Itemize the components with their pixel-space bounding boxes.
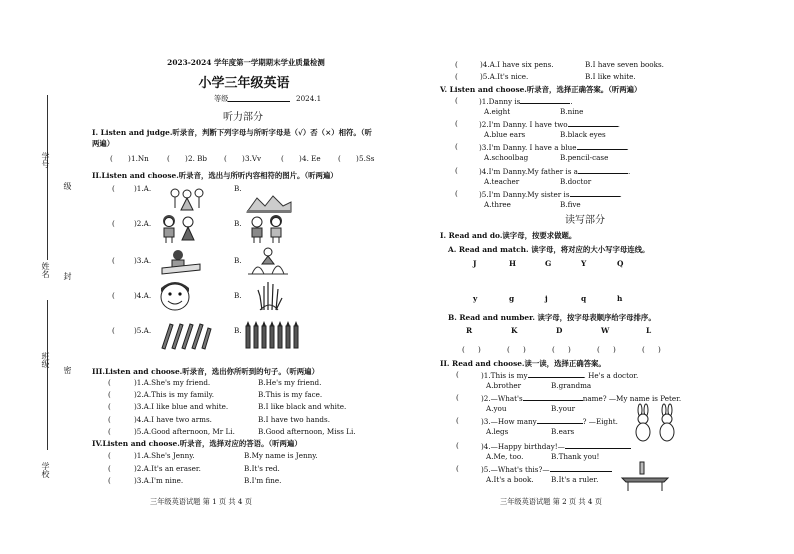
answer-paren-open[interactable]: ( <box>108 378 111 387</box>
answer-paren-open[interactable]: ( <box>456 464 459 473</box>
section5-title: V. Listen and choose.听录音，选择正确答案。（听两遍） <box>440 85 642 94</box>
picture-question-num: )5.A. <box>134 326 152 335</box>
letter-item: 1.Nn <box>131 154 149 163</box>
number-paren-close[interactable]: ) <box>568 345 571 354</box>
picture-1a-family[interactable] <box>167 188 207 212</box>
name-label: 姓名 <box>41 262 50 278</box>
option-a: )1.A.She's my friend. <box>134 378 211 387</box>
reading-question: )1.This is my . He's a doctor. <box>481 371 639 380</box>
answer-paren-open[interactable]: ( <box>108 476 111 485</box>
option-b: B.I like black and white. <box>258 402 347 412</box>
answer-paren-open[interactable]: ( <box>112 291 115 300</box>
answer-paren-open[interactable]: ( <box>110 154 113 163</box>
option-b-label: B. <box>234 256 242 265</box>
answer-paren-open[interactable]: ( <box>108 451 111 460</box>
lowercase-letter[interactable]: g <box>509 294 515 303</box>
picture-rabbits <box>632 406 680 442</box>
number-paren-close[interactable]: ) <box>523 345 526 354</box>
answer-paren-open[interactable]: ( <box>108 426 111 436</box>
reading-section2-title: II. Read and choose.读一读，选择正确答案。 <box>440 359 606 368</box>
listen-question: )1.Danny is . <box>479 97 573 106</box>
answer-blank[interactable] <box>523 393 583 401</box>
lowercase-letter[interactable]: h <box>617 294 623 303</box>
option-b: B.doctor <box>560 176 592 186</box>
option-a: )3.A.I like blue and white. <box>134 402 229 412</box>
number-paren-close[interactable]: ) <box>658 345 661 354</box>
option-a: )4.A.I have six pens. <box>480 60 554 69</box>
answer-blank[interactable] <box>528 370 584 378</box>
listen-question: )2.I'm Danny. I have two . <box>479 120 620 130</box>
answer-paren-open[interactable]: ( <box>456 416 459 425</box>
answer-paren-close[interactable]: ) <box>185 154 188 163</box>
option-b: B.Thank you! <box>551 452 600 461</box>
number-paren-open[interactable]: ( <box>507 345 510 354</box>
listening-part-heading: 听力部分 <box>223 112 263 123</box>
answer-blank[interactable] <box>550 464 612 472</box>
picture-ruler-on-desk <box>620 462 670 492</box>
answer-paren-open[interactable]: ( <box>456 393 459 402</box>
picture-question-num: )2.A. <box>134 219 152 228</box>
reading-section1-title: I. Read and do.读字母，按要求做题。 <box>440 231 577 240</box>
uppercase-letter[interactable]: Y <box>581 259 587 268</box>
answer-paren-open[interactable]: ( <box>112 326 115 335</box>
option-a: A.brother <box>486 381 522 390</box>
answer-blank[interactable] <box>570 189 620 197</box>
listen-question: )4.I'm Danny.My father is a . <box>479 166 631 176</box>
order-letter: L <box>646 326 652 335</box>
answer-paren-open[interactable]: ( <box>455 96 458 105</box>
option-b: B.My name is Jenny. <box>244 451 318 460</box>
reading-part-heading: 读写部分 <box>565 215 605 226</box>
answer-paren-open[interactable]: ( <box>112 256 115 265</box>
answer-paren-close[interactable]: ) <box>356 154 359 163</box>
answer-blank[interactable] <box>578 166 628 174</box>
answer-blank[interactable] <box>520 96 570 104</box>
footer-page2: 三年级英语试题 第 2 页 共 4 页 <box>500 497 602 506</box>
footer-page1: 三年级英语试题 第 1 页 共 4 页 <box>150 497 252 506</box>
option-a: )1.A.She's Jenny. <box>134 451 195 460</box>
answer-paren-open[interactable]: ( <box>455 188 458 198</box>
uppercase-letter[interactable]: H <box>509 259 516 268</box>
order-letter: K <box>511 326 518 335</box>
exam-date: 2024.1 <box>296 94 322 103</box>
picture-3a-child-reading[interactable] <box>160 248 202 276</box>
option-b: B.This is my face. <box>258 390 323 400</box>
answer-blank[interactable] <box>568 119 618 127</box>
option-a: )5.A.Good afternoon, Mr Li. <box>134 426 235 436</box>
answer-paren-open[interactable]: ( <box>455 142 458 152</box>
picture-2a-children[interactable] <box>158 214 200 244</box>
answer-paren-open[interactable]: ( <box>112 184 115 193</box>
option-a: )3.A.I'm nine. <box>134 476 184 485</box>
answer-paren-close[interactable]: ) <box>128 154 131 163</box>
number-paren-open[interactable]: ( <box>642 345 645 354</box>
answer-paren-open[interactable]: ( <box>224 154 227 163</box>
option-a: A.It's a book. <box>486 475 534 484</box>
answer-paren-open[interactable]: ( <box>108 390 111 400</box>
answer-paren-open[interactable]: ( <box>456 370 459 379</box>
letter-item: 3.Vv <box>245 154 262 163</box>
option-a: )2.A.It's an eraser. <box>134 463 201 473</box>
listen-question: )5.I'm Danny.My sister is . <box>479 189 622 199</box>
order-letter: D <box>556 326 563 335</box>
reading-question: )5.—What's this?— <box>481 464 612 474</box>
option-b: B.grandma <box>551 381 592 390</box>
answer-paren-open[interactable]: ( <box>167 154 170 163</box>
lowercase-letter[interactable]: q <box>581 294 587 303</box>
option-a: )2.A.This is my family. <box>134 390 215 400</box>
picture-2b-children[interactable] <box>246 214 288 244</box>
option-b: B.He's my friend. <box>258 378 322 387</box>
lowercase-letter[interactable]: j <box>545 294 548 303</box>
option-b: B.Good afternoon, Miss Li. <box>258 426 356 436</box>
order-letter: R <box>466 326 473 335</box>
option-b: B.It's red. <box>244 463 280 473</box>
option-b-label: B. <box>234 184 242 193</box>
option-b: B.nine <box>560 107 584 116</box>
option-b: B.pencil-case <box>560 153 609 163</box>
answer-blank[interactable] <box>565 441 631 449</box>
option-a: )4.A.I have two arms. <box>134 414 212 424</box>
binding-seal2: 密 <box>63 366 72 374</box>
number-paren-open[interactable]: ( <box>462 345 465 354</box>
picture-5b-pencils[interactable] <box>244 320 302 350</box>
option-a: A.you <box>486 404 507 413</box>
picture-question-num: )4.A. <box>134 291 152 300</box>
grade-label: 等级 <box>214 94 229 103</box>
letter-item: 5.Ss <box>359 154 375 163</box>
section2-title: II.Listen and choose.听录音，选出与所听内容相符的图片。（听两遍） <box>92 171 338 180</box>
uppercase-letter[interactable]: G <box>545 259 552 268</box>
option-b-label: B. <box>234 326 242 335</box>
option-a: )5.A.It's nice. <box>480 72 529 81</box>
reading-question: )2.—What's name? —My name is Peter. <box>481 394 682 403</box>
picture-4a-face[interactable] <box>158 280 192 312</box>
answer-paren-open[interactable]: ( <box>455 60 458 69</box>
option-a: A.teacher <box>484 176 520 186</box>
answer-paren-open[interactable]: ( <box>338 154 341 163</box>
binding-line-bottom <box>47 300 48 450</box>
school-label: 学校 <box>41 462 50 478</box>
option-b: B.black eyes <box>560 130 606 140</box>
picture-5a-crayons[interactable] <box>158 320 212 350</box>
answer-paren-open[interactable]: ( <box>456 441 459 450</box>
option-b: B.I have seven books. <box>585 60 664 69</box>
number-title: B. Read and number. 读字母，按字母表顺序给字母排序。 <box>448 313 656 322</box>
answer-paren-open[interactable]: ( <box>108 402 111 412</box>
option-a: A.three <box>484 199 511 209</box>
number-paren-open[interactable]: ( <box>597 345 600 354</box>
letter-item: 4. Ee <box>302 154 321 163</box>
section1-title: I. Listen and judge.听录音，判断下列字母与所听字母是（√）否（×）相符。（听 <box>92 128 372 137</box>
option-a: A.blue ears <box>484 130 526 140</box>
option-a: A.schoolbag <box>484 153 529 163</box>
picture-1b-mountains[interactable] <box>247 192 291 214</box>
answer-paren-open[interactable]: ( <box>455 72 458 81</box>
option-a: A.legs <box>486 427 509 436</box>
order-letter: W <box>601 326 610 335</box>
section1-title-cont: 两遍） <box>92 139 115 148</box>
number-paren-open[interactable]: ( <box>552 345 555 354</box>
answer-paren-open[interactable]: ( <box>455 165 458 175</box>
listen-question: )3.I'm Danny. I have a blue . <box>479 143 629 153</box>
option-b: B.I'm fine. <box>244 476 282 485</box>
number-paren-close[interactable]: ) <box>478 345 481 354</box>
answer-paren-close[interactable]: ) <box>242 154 245 163</box>
uppercase-letter[interactable]: Q <box>617 259 624 268</box>
uppercase-letter[interactable]: J <box>473 259 477 268</box>
exam-year-title: 2023-2024 学年度第一学期期末学业质量检测 <box>167 58 325 67</box>
option-a: A.Me, too. <box>486 452 524 461</box>
option-a: A.eight <box>484 107 511 116</box>
answer-paren-open[interactable]: ( <box>281 154 284 163</box>
match-title: A. Read and match. 读字母，将对应的大小写字母连线。 <box>448 245 650 254</box>
option-b: B.your <box>551 404 576 413</box>
section4-title: IV.Listen and choose.听录音，选择对应的答语。（听两遍） <box>92 439 302 448</box>
answer-paren-close[interactable]: ) <box>299 154 302 163</box>
answer-blank[interactable] <box>577 142 627 150</box>
answer-paren-open[interactable]: ( <box>455 119 458 129</box>
binding-line-top <box>47 95 48 260</box>
reading-question: )4.—Happy birthday!— <box>481 441 631 451</box>
option-b-label: B. <box>234 291 242 300</box>
picture-4b-hand[interactable] <box>256 280 284 312</box>
binding-char: 级 <box>63 182 72 190</box>
lowercase-letter[interactable]: y <box>473 294 478 303</box>
student-no-label: 学号 <box>41 152 50 168</box>
picture-question-num: )3.A. <box>134 256 152 265</box>
answer-blank[interactable] <box>537 416 583 424</box>
option-b: B.five <box>560 199 581 209</box>
answer-paren-open[interactable]: ( <box>112 219 115 228</box>
class-label: 班级 <box>41 352 50 368</box>
option-b-label: B. <box>234 219 242 228</box>
option-b: B.It's a ruler. <box>551 475 599 484</box>
answer-paren-open[interactable]: ( <box>108 414 111 424</box>
option-b: B.I have two hands. <box>258 414 330 424</box>
binding-seal: 封 <box>63 272 72 280</box>
grade-blank[interactable] <box>228 101 290 102</box>
picture-question-num: )1.A. <box>134 184 152 193</box>
letter-item: 2. Bb <box>188 154 208 163</box>
exam-title: 小学三年级英语 <box>198 76 290 91</box>
option-b: B.I like white. <box>585 72 636 81</box>
section3-title: III.Listen and choose.听录音，选出你所听到的句子。（听两遍） <box>92 367 319 376</box>
answer-paren-open[interactable]: ( <box>108 463 111 473</box>
reading-question: )3.—How many ? —Eight. <box>481 417 618 426</box>
number-paren-close[interactable]: ) <box>613 345 616 354</box>
picture-3b-garden[interactable] <box>248 246 288 276</box>
option-b: B.ears <box>551 427 575 436</box>
